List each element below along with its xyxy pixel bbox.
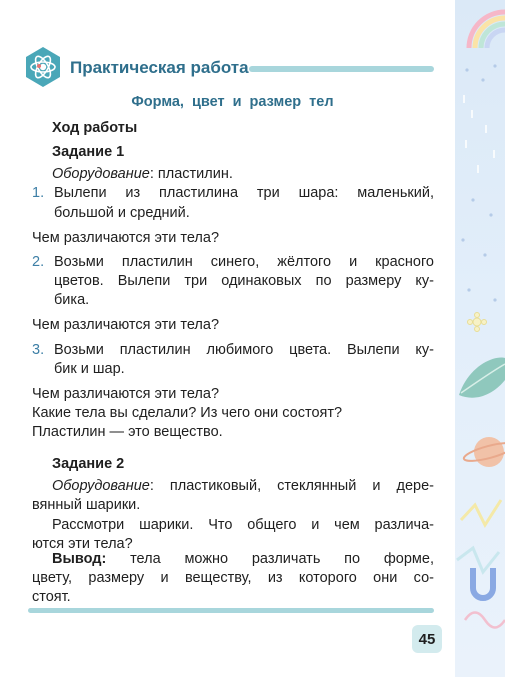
question2: Чем различаются эти тела? (32, 317, 220, 333)
step1-line1: Вылепи из пластилина три шара: маленький, (54, 185, 434, 201)
task2-instruction-line2: ются эти тела? (32, 536, 133, 552)
step2-line3: бика. (54, 292, 90, 308)
procedure-heading: Ход работы (52, 120, 138, 136)
rainbow-icon (469, 12, 505, 48)
page-number: 45 (412, 625, 442, 653)
sidebar-decoration (455, 0, 505, 677)
header-divider (249, 66, 434, 72)
decorative-sidebar (455, 0, 505, 677)
task2-heading: Задание 2 (52, 456, 125, 472)
task2-equipment-line1 (52, 476, 434, 496)
conclusion-line1 (52, 549, 434, 569)
section-subtitle: Форма, цвет и размер тел (131, 94, 334, 110)
step3-line2: бик и шар. (54, 361, 125, 377)
bottom-divider (28, 608, 434, 613)
question3-line2: Какие тела вы сделали? Из чего они состоят? (32, 405, 343, 421)
question3-line3: Пластилин — это вещество. (32, 424, 223, 440)
task2-equipment-text: : пластиковый, стеклянный и дере- (149, 478, 434, 494)
conclusion-line2: цвету, размеру и веществу, из которого они со- (32, 570, 434, 586)
star-icon (468, 313, 487, 332)
leaf-icon (459, 357, 505, 397)
planet-icon (462, 437, 505, 467)
step2-line1: Возьми пластилин синего, жёлтого и красного (54, 254, 434, 270)
task2-equipment-label: Оборудование (52, 478, 150, 494)
task1-equipment-label: Оборудование (52, 166, 150, 182)
page-title: Практическая работа (70, 58, 249, 77)
question1: Чем различаются эти тела? (32, 230, 220, 246)
task1-equipment-text: : пластилин. (149, 166, 233, 182)
task2-equipment-line2: вянный шарики. (32, 497, 141, 513)
question3-line1: Чем различаются эти тела? (32, 386, 220, 402)
conclusion-label: Вывод: (52, 551, 107, 567)
task2-instruction-line1: Рассмотри шарики. Что общего и чем различа- (52, 517, 434, 533)
conclusion-text: тела можно различать по форме, (106, 551, 434, 567)
zigzag-icon (457, 500, 501, 572)
task1-heading: Задание 1 (52, 144, 125, 160)
step2-line2: цветов. Вылепи три одинаковых по размеру ку- (54, 273, 434, 289)
step3-line1: Возьми пластилин любимого цвета. Вылепи ку- (54, 342, 434, 358)
conclusion-line3: стоят. (32, 589, 71, 605)
step1-number: 1. (32, 185, 45, 201)
task1-equipment (52, 164, 233, 184)
step3-number: 3. (32, 342, 45, 358)
step1-line2: большой и средний. (54, 205, 190, 221)
atom-icon (24, 46, 62, 88)
step2-number: 2. (32, 254, 45, 270)
